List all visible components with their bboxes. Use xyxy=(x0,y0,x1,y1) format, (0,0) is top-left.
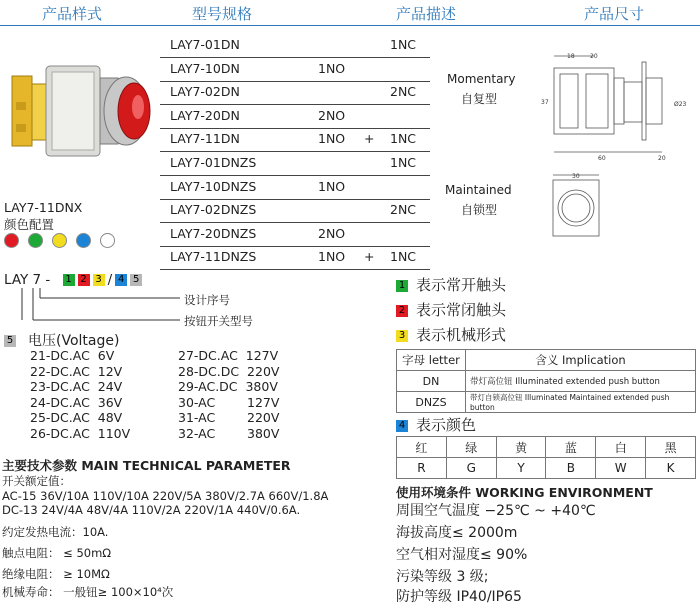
push-button-photo xyxy=(8,62,158,172)
impl-cell-dnzs: DNZS xyxy=(397,392,466,413)
legend-text-4: 表示颜色 xyxy=(416,416,477,434)
dim-20: 20 xyxy=(590,53,598,60)
side-dimension-drawing xyxy=(538,48,698,166)
env-altitude: 海拔高度≤ 2000m xyxy=(396,525,518,541)
model-name: LAY7-01DN xyxy=(170,37,240,52)
impl-header-implication: 含义 Implication xyxy=(466,350,696,371)
voltage-item: 31-AC 220V xyxy=(178,410,280,426)
color-code-cell: B xyxy=(546,458,596,479)
color-name-cell: 红 xyxy=(397,437,447,458)
model-row xyxy=(160,199,430,223)
legend-text-2: 表示常闭触头 xyxy=(416,301,507,319)
model-row xyxy=(160,105,430,129)
model-row xyxy=(160,34,430,58)
code-box-1: 1 xyxy=(63,274,75,286)
momentary-cn-label: 自复型 xyxy=(461,92,498,106)
model-nc: 1NC xyxy=(390,131,417,147)
legend-item-3 xyxy=(396,324,506,345)
voltage-item: 27-DC.AC 127V xyxy=(178,348,279,363)
model-name: LAY7-02DNZS xyxy=(170,202,257,218)
header-divider xyxy=(0,25,700,26)
product-model-label: LAY7-11DNX xyxy=(4,200,83,215)
env-humidity: 空气相对湿度≤ 90% xyxy=(396,547,528,563)
model-row xyxy=(160,223,430,247)
color-swatch-blue xyxy=(76,233,91,248)
voltage-item: 21-DC.AC 6V xyxy=(30,348,115,363)
maintained-cn-label: 自锁型 xyxy=(461,203,498,217)
maintained-label: Maintained xyxy=(445,183,512,197)
dim-phi23: Ø23 xyxy=(674,101,687,108)
model-row xyxy=(160,81,430,105)
model-name: LAY7-10DNZS xyxy=(170,178,257,194)
model-no: 1NO xyxy=(318,178,346,194)
model-name: LAY7-02DN xyxy=(170,84,240,100)
color-code-cell: W xyxy=(596,458,646,479)
color-swatch-white xyxy=(100,233,115,248)
legend-num-1: 1 xyxy=(396,280,408,292)
params-title: 主要技术参数 MAIN TECHNICAL PARAMETER xyxy=(2,458,291,473)
dim-20b: 20 xyxy=(658,155,666,162)
model-row-rule xyxy=(160,269,430,270)
model-no: 1NO xyxy=(318,249,346,265)
model-name: LAY7-20DN xyxy=(170,107,240,123)
model-no: 1NO xyxy=(318,131,346,147)
color-swatch-green xyxy=(28,233,43,248)
model-row xyxy=(160,58,430,82)
params-insul: 绝缘电阻： ≥ 10MΩ xyxy=(2,567,110,581)
impl-header-letter: 字母 letter xyxy=(397,350,466,371)
model-row xyxy=(160,246,430,270)
params-ac: AC-15 36V/10A 110V/10A 220V/5A 380V/2.7A 660V/1.8A xyxy=(2,489,329,503)
color-code-cell: R xyxy=(397,458,447,479)
params-life: 机械寿命： 一般钮≥ 100×10⁴次 xyxy=(2,585,174,599)
model-name: LAY7-01DNZS xyxy=(170,155,257,170)
legend-num-4: 4 xyxy=(396,420,408,432)
code-box-5: 5 xyxy=(130,274,142,286)
impl-cell-dn: DN xyxy=(397,371,466,392)
dim-30: 30 xyxy=(572,173,580,180)
env-temp: 周围空气温度 −25℃ ~ +40℃ xyxy=(396,503,596,519)
model-nc: 1NC xyxy=(390,249,417,265)
implication-table xyxy=(396,349,696,413)
color-code-cell: K xyxy=(646,458,696,479)
model-plus: + xyxy=(364,131,375,147)
color-swatches xyxy=(4,230,119,249)
impl-cell-dnzs-desc: 带灯自锁高位钮 Illuminated Maintained extended push button xyxy=(466,392,696,413)
params-heat: 约定发热电流：10A. xyxy=(2,525,109,539)
type-code-prefix: LAY 7 - xyxy=(4,272,51,288)
env-title: 使用环境条件 WORKING ENVIRONMENT xyxy=(396,485,653,500)
dim-37: 37 xyxy=(541,99,549,106)
voltage-item: 32-AC 380V xyxy=(178,426,280,441)
legend-text-1: 表示常开触头 xyxy=(416,276,507,294)
code-box-3: 3 xyxy=(93,274,105,286)
header-product-size: 产品尺寸 xyxy=(584,5,645,23)
header-product-desc: 产品描述 xyxy=(396,5,457,23)
model-name: LAY7-11DNZS xyxy=(170,249,257,265)
code-leader-lines xyxy=(0,286,200,324)
legend-item-2 xyxy=(396,299,506,320)
dim-60: 60 xyxy=(598,155,606,162)
voltage-title xyxy=(4,330,119,350)
model-name: LAY7-20DNZS xyxy=(170,225,257,241)
model-no: 2NO xyxy=(318,107,346,123)
code-box-2: 2 xyxy=(78,274,90,286)
legend-item-1 xyxy=(396,274,506,295)
model-name: LAY7-10DN xyxy=(170,60,240,76)
model-row xyxy=(160,152,430,176)
color-code-table xyxy=(396,436,696,479)
color-swatch-red xyxy=(4,233,19,248)
color-name-cell: 白 xyxy=(596,437,646,458)
color-code-cell: G xyxy=(446,458,496,479)
legend-num-2: 2 xyxy=(396,305,408,317)
params-contact: 触点电阻： ≤ 50mΩ xyxy=(2,546,112,560)
legend-text-3: 表示机械形式 xyxy=(416,326,507,344)
header-product-style: 产品样式 xyxy=(42,5,103,23)
code-slash: / xyxy=(107,272,113,288)
voltage-item: 23-DC.AC 24V xyxy=(30,379,123,395)
model-no: 2NO xyxy=(318,225,346,241)
params-rated: 开关额定值： xyxy=(2,474,71,488)
params-dc: DC-13 24V/4A 48V/4A 110V/2A 220V/1A 440V/0.6A. xyxy=(2,503,301,517)
dim-18: 18 xyxy=(567,53,575,60)
voltage-item: 28-DC.DC 220V xyxy=(178,363,280,379)
switch-type-label: 按钮开关型号 xyxy=(184,314,253,328)
voltage-item: 24-DC.AC 36V xyxy=(30,394,123,410)
model-nc: 1NC xyxy=(390,155,417,170)
code-box-4: 4 xyxy=(115,274,127,286)
momentary-label: Momentary xyxy=(447,72,516,86)
voltage-item: 26-DC.AC 110V xyxy=(30,426,131,441)
env-pollution: 污染等级 3 级; xyxy=(396,569,489,585)
model-name: LAY7-11DN xyxy=(170,131,240,147)
model-no: 1NO xyxy=(318,60,346,76)
voltage-item: 30-AC 127V xyxy=(178,394,280,410)
legend-item-4 xyxy=(396,414,476,435)
color-config-label: 颜色配置 xyxy=(4,217,55,232)
front-dimension-drawing xyxy=(548,172,608,244)
voltage-num: 5 xyxy=(4,335,16,347)
design-seq-label: 设计序号 xyxy=(184,293,230,307)
voltage-item: 22-DC.AC 12V xyxy=(30,363,123,379)
model-nc: 2NC xyxy=(390,84,417,100)
model-nc: 2NC xyxy=(390,202,417,218)
model-row xyxy=(160,128,430,152)
voltage-title-text: 电压(Voltage) xyxy=(28,333,120,349)
voltage-item: 25-DC.AC 48V xyxy=(30,410,123,426)
legend-num-3: 3 xyxy=(396,330,408,342)
impl-cell-dn-desc: 带灯高位钮 Illuminated extended push button xyxy=(466,371,696,392)
color-name-cell: 绿 xyxy=(446,437,496,458)
env-protection: 防护等级 IP40/IP65 xyxy=(396,589,522,605)
model-nc: 1NC xyxy=(390,37,417,52)
color-swatch-yellow xyxy=(52,233,67,248)
header-model-spec: 型号规格 xyxy=(192,5,253,23)
color-name-cell: 黑 xyxy=(646,437,696,458)
model-plus: + xyxy=(364,249,375,265)
voltage-item: 29-AC.DC 380V xyxy=(178,379,278,395)
color-name-cell: 蓝 xyxy=(546,437,596,458)
model-row xyxy=(160,176,430,200)
color-name-cell: 黄 xyxy=(496,437,546,458)
color-code-cell: Y xyxy=(496,458,546,479)
